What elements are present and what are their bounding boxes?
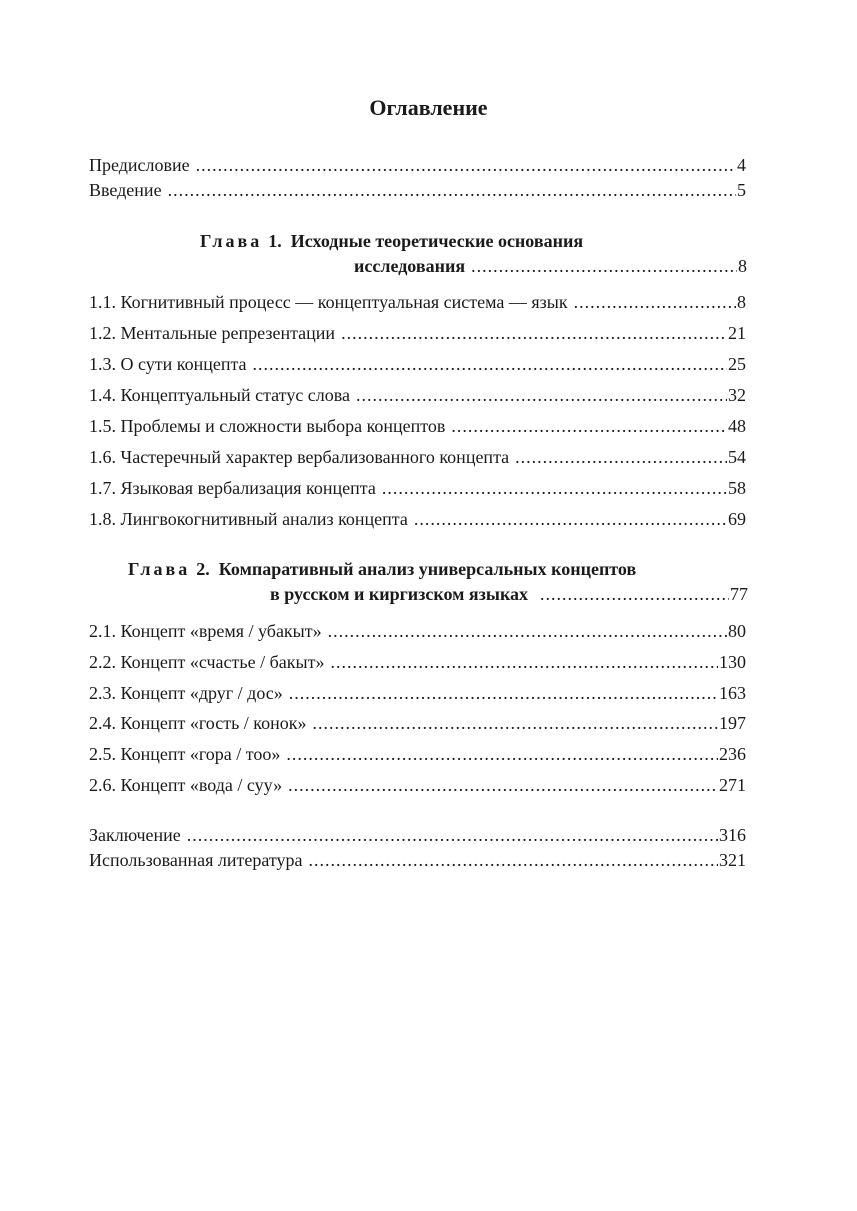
toc-entry-label: 2.4. Концепт «гость / конок»: [89, 713, 307, 733]
toc-entry-label: 2.2. Концепт «счастье / бакыт»: [89, 652, 325, 672]
toc-entry-1-7[interactable]: [89, 476, 746, 500]
leader-dots: [168, 178, 736, 202]
toc-entry-bibliography[interactable]: [89, 848, 746, 872]
chapter-title-line1: Компаративный анализ универсальных концептов: [218, 559, 637, 579]
toc-entry-label: 2.3. Концепт «друг / дос»: [89, 683, 283, 703]
chapter-title-line1: Исходные теоретические основания: [290, 231, 584, 251]
leader-dots: [253, 352, 727, 376]
toc-entry-2-2[interactable]: [89, 650, 746, 674]
chapter-1-heading-line2[interactable]: [354, 254, 747, 278]
toc-entry-1-6[interactable]: [89, 445, 746, 469]
toc-entry-label: 2.1. Концепт «время / убакыт»: [89, 621, 322, 641]
chapter-number: 2.: [196, 559, 210, 579]
leader-dots: [574, 290, 736, 314]
toc-entry-label: Заключение: [89, 825, 181, 845]
leader-dots: [289, 681, 718, 705]
toc-entry-label: 1.4. Концептуальный статус слова: [89, 385, 351, 405]
toc-entry-conclusion[interactable]: [89, 823, 746, 847]
toc-entry-1-8[interactable]: [89, 507, 746, 531]
chapter-number: 1.: [268, 231, 282, 251]
toc-entry-page: 197: [719, 713, 746, 733]
toc-entry-page: 80: [728, 621, 746, 641]
chapter-page: 8: [738, 256, 747, 276]
leader-dots: [330, 650, 718, 674]
toc-entry-label: Использованная литература: [89, 850, 303, 870]
toc-entry-page: 48: [728, 416, 746, 436]
leader-dots: [356, 383, 727, 407]
toc-entry-2-5[interactable]: [89, 742, 746, 766]
toc-entry-1-3[interactable]: [89, 352, 746, 376]
chapter-2-heading[interactable]: [128, 557, 636, 581]
toc-entry-page: 8: [737, 292, 746, 312]
chapter-page: 77: [730, 584, 748, 604]
toc-entry-label: 1.6. Частеречный характер вербализованного концепта: [89, 447, 510, 467]
toc-entry-page: 21: [728, 323, 746, 343]
toc-entry-label: Предисловие: [89, 155, 190, 175]
toc-entry-label: 2.5. Концепт «гора / тоо»: [89, 744, 281, 764]
toc-entry-preface[interactable]: [89, 153, 746, 177]
toc-entry-label: 2.6. Концепт «вода / суу»: [89, 775, 283, 795]
leader-dots: [341, 321, 727, 345]
leader-dots: [540, 582, 729, 606]
toc-entry-1-2[interactable]: [89, 321, 746, 345]
toc-entry-label: 1.5. Проблемы и сложности выбора концептов: [89, 416, 446, 436]
leader-dots: [286, 742, 718, 766]
chapter-title-line2: исследования: [354, 256, 466, 276]
leader-dots: [187, 823, 718, 847]
toc-entry-page: 271: [719, 775, 746, 795]
toc-entry-1-1[interactable]: [89, 290, 746, 314]
leader-dots: [515, 445, 727, 469]
chapter-prefix: Глава: [128, 559, 191, 579]
chapter-title-line2: в русском и киргизском языках: [270, 584, 529, 604]
chapter-1-heading[interactable]: [200, 229, 583, 253]
toc-entry-label: Введение: [89, 180, 162, 200]
toc-entry-label: 1.8. Лингвокогнитивный анализ концепта: [89, 509, 408, 529]
leader-dots: [382, 476, 727, 500]
toc-entry-2-6[interactable]: [89, 773, 746, 797]
toc-entry-label: 1.1. Когнитивный процесс — концептуальная система — язык: [89, 292, 568, 312]
toc-entry-2-3[interactable]: [89, 681, 746, 705]
leader-dots: [308, 848, 718, 872]
chapter-2-heading-line2[interactable]: [270, 582, 748, 606]
toc-entry-page: 236: [719, 744, 746, 764]
leader-dots: [414, 507, 727, 531]
toc-entry-page: 4: [737, 155, 746, 175]
toc-entry-introduction[interactable]: [89, 178, 746, 202]
toc-entry-page: 316: [719, 825, 746, 845]
toc-entry-label: 1.2. Ментальные репрезентации: [89, 323, 336, 343]
toc-entry-page: 5: [737, 180, 746, 200]
toc-entry-page: 163: [719, 683, 746, 703]
leader-dots: [288, 773, 718, 797]
leader-dots: [196, 153, 736, 177]
toc-entry-label: 1.3. О сути концепта: [89, 354, 247, 374]
toc-entry-page: 32: [728, 385, 746, 405]
toc-entry-page: 54: [728, 447, 746, 467]
toc-entry-page: 58: [728, 478, 746, 498]
toc-entry-2-1[interactable]: [89, 619, 746, 643]
leader-dots: [471, 254, 737, 278]
toc-entry-page: 321: [719, 850, 746, 870]
toc-entry-1-5[interactable]: [89, 414, 746, 438]
toc-entry-page: 69: [728, 509, 746, 529]
toc-entry-page: 130: [719, 652, 746, 672]
leader-dots: [451, 414, 727, 438]
leader-dots: [328, 619, 727, 643]
page-title: Оглавление: [369, 95, 488, 120]
toc-entry-1-4[interactable]: [89, 383, 746, 407]
toc-entry-label: 1.7. Языковая вербализация концепта: [89, 478, 376, 498]
chapter-prefix: Глава: [200, 231, 263, 251]
toc-entry-2-4[interactable]: [89, 711, 746, 735]
leader-dots: [313, 711, 718, 735]
toc-entry-page: 25: [728, 354, 746, 374]
